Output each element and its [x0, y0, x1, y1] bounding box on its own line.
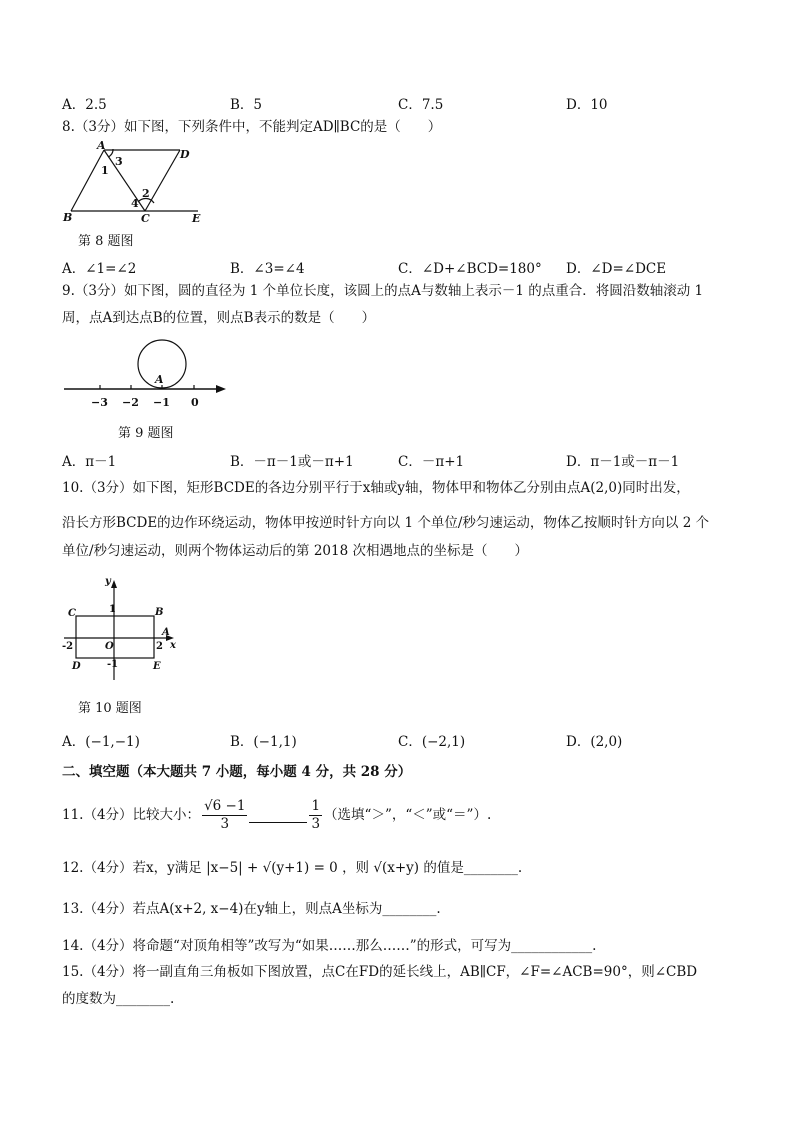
q9-tick-label-0: 0: [191, 396, 199, 409]
q13-text: 13.（4分）若点A(x+2, x−4)在y轴上，则点A坐标为________.: [62, 901, 441, 917]
q9-axis-arrow: [216, 385, 226, 393]
q11: [62, 798, 491, 833]
q7-option-d[interactable]: D．10: [566, 97, 608, 113]
q7-option-a[interactable]: A．2.5: [62, 97, 107, 113]
q12: [62, 862, 522, 876]
q10-label-c: C: [68, 608, 76, 619]
q12-mid: ，则: [342, 860, 370, 876]
q14-text: 14.（4分）将命题“对顶角相等”改写为“如果……那么……”的形式，可写为____________.: [62, 938, 597, 954]
q8-option-a[interactable]: A．∠1=∠2: [62, 261, 137, 277]
q10-label-d: D: [72, 661, 81, 672]
q8-line-ab: [71, 150, 104, 211]
q9-line2: 周，点A到达点B的位置，则点B表示的数是（ ）: [62, 310, 376, 326]
q9-option-c[interactable]: C．－π+1: [398, 454, 465, 470]
q11-suffix: （选填“＞”，“＜”或“＝”）.: [324, 806, 492, 823]
q10-label-x: x: [170, 640, 176, 651]
q8-option-c[interactable]: C．∠D+∠BCD=180°: [398, 261, 542, 277]
q12-prefix: 12.（4分）若x，y满足: [62, 860, 202, 876]
q7-option-c[interactable]: C．7.5: [398, 97, 444, 113]
q8-label-d: D: [180, 148, 190, 161]
q8-label-1: 1: [101, 164, 109, 177]
q8-line-cd: [145, 150, 180, 211]
q11-answer-blank[interactable]: [249, 808, 307, 823]
q8-figure: [58, 140, 208, 224]
q10-label-e: E: [153, 661, 161, 672]
q8-caption: 第 8 题图: [78, 234, 134, 249]
q8-stem: 8.（3分）如下图，下列条件中，不能判定AD∥BC的是（ ）: [62, 119, 442, 135]
q8-label-3: 3: [115, 155, 123, 168]
q9-option-a[interactable]: A．π－1: [62, 454, 117, 470]
q7-option-b[interactable]: B．5: [230, 97, 263, 113]
q10-option-a[interactable]: A．(−1,−1): [62, 734, 140, 750]
q8-label-2: 2: [142, 187, 150, 200]
q10-y-arrow: [111, 580, 117, 588]
q10-rectangle-bcde: [76, 616, 154, 658]
q10-figure: [58, 572, 188, 682]
q10-label-1: 1: [109, 604, 116, 615]
q8-label-c: C: [141, 212, 150, 224]
q10-label-y: y: [105, 576, 111, 587]
q9-line1: 9.（3分）如下图，圆的直径为 1 个单位长度，该圆上的点A与数轴上表示－1 的点重合．将圆沿数轴滚动 1: [62, 283, 704, 299]
q9-label-a: A: [155, 373, 164, 386]
q12-expression: |x−5| + √(y+1) = 0: [206, 860, 338, 876]
q10-label-b: B: [155, 607, 164, 618]
q9-tick-label-neg2: −2: [122, 396, 139, 409]
q11-fraction-2: [309, 798, 322, 833]
q10-option-d[interactable]: D．(2,0): [566, 734, 623, 750]
q10-option-b[interactable]: B．(−1,1): [230, 734, 297, 750]
q12-suffix: 的值是________.: [423, 860, 523, 876]
section-2-heading: 二、填空题（本大题共 7 小题，每小题 4 分，共 28 分）: [62, 764, 412, 780]
q10-label-o: O: [105, 641, 114, 652]
q11-fraction-2-numerator: 1: [311, 798, 321, 814]
q15-line2: 的度数为________.: [62, 991, 175, 1007]
q8-label-4: 4: [131, 197, 139, 210]
q11-fraction-1: [202, 798, 247, 833]
q10-line2: 沿长方形BCDE的边作环绕运动，物体甲按逆时针方向以 1 个单位/秒匀速运动，物体乙按顺时针方向以 2 个: [62, 515, 710, 531]
q8-label-a: A: [97, 140, 106, 152]
q9-figure: [60, 335, 240, 415]
q12-expression-2: √(x+y): [373, 860, 420, 876]
q9-caption: 第 9 题图: [118, 426, 174, 441]
q10-label-a: A: [162, 627, 170, 638]
q15-line1: 15.（4分）将一副直角三角板如下图放置，点C在FD的延长线上，AB∥CF，∠F=∠ACB=90°，则∠CBD: [62, 964, 698, 980]
q8-label-e: E: [192, 212, 201, 224]
q11-fraction-1-numerator: √6 −1: [204, 798, 246, 814]
q10-label-neg1: -1: [107, 659, 119, 670]
q10-label-neg2: -2: [62, 641, 74, 652]
q10-line3: 单位/秒匀速运动，则两个物体运动后的第 2018 次相遇地点的坐标是（ ）: [62, 543, 528, 559]
q11-fraction-2-denominator: 3: [311, 815, 321, 832]
q9-option-b[interactable]: B．－π－1或－π+1: [230, 454, 354, 470]
q10-option-c[interactable]: C．(−2,1): [398, 734, 466, 750]
q9-option-d[interactable]: D．π－1或－π－1: [566, 454, 680, 470]
q10-caption: 第 10 题图: [78, 701, 142, 716]
q11-prefix: 11.（4分）比较大小：: [62, 806, 201, 823]
q10-label-2: 2: [156, 641, 163, 652]
q8-option-d[interactable]: D．∠D=∠DCE: [566, 261, 667, 277]
q8-label-b: B: [63, 211, 73, 224]
q10-line1: 10.（3分）如下图，矩形BCDE的各边分别平行于x轴或y轴，物体甲和物体乙分别由点A(2,0)同时出发，: [62, 480, 690, 496]
q8-option-b[interactable]: B．∠3=∠4: [230, 261, 305, 277]
q11-fraction-1-denominator: 3: [220, 815, 230, 832]
q9-tick-label-neg1: −1: [153, 396, 170, 409]
q9-tick-label-neg3: −3: [91, 396, 108, 409]
